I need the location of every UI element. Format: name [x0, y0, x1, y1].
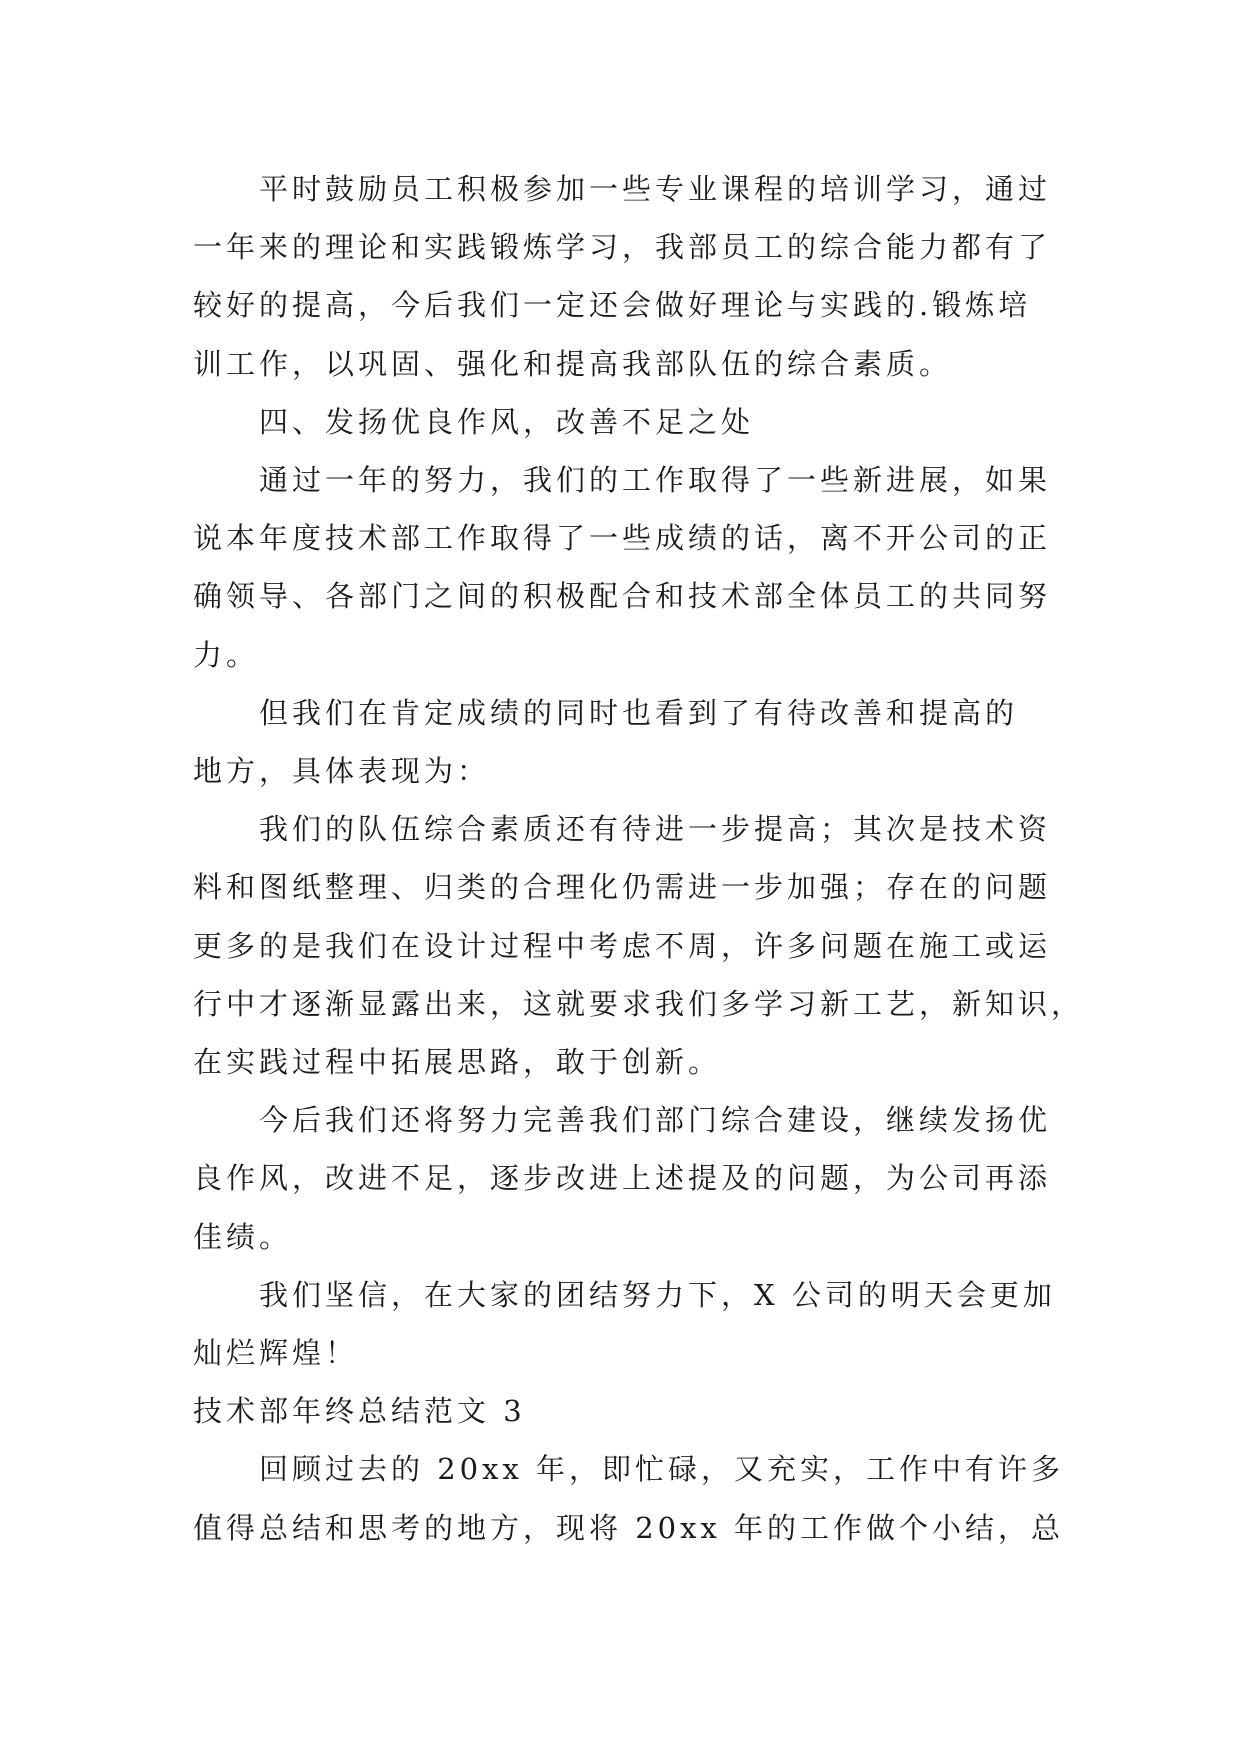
- text-line: 良作风，改进不足，逐步改进上述提及的问题，为公司再添: [193, 1161, 1052, 1196]
- text-line: 较好的提高，今后我们一定还会做好理论与实践的.锻炼培: [193, 288, 1032, 323]
- paragraph-shortcomings-intro: [193, 684, 1053, 800]
- text-line: 今后我们还将努力完善我们部门综合建设，继续发扬优: [259, 1103, 1052, 1138]
- text-line: 但我们在肯定成绩的同时也看到了有待改善和提高的: [259, 695, 1019, 730]
- text-line: 训工作，以巩固、强化和提高我部队伍的综合素质。: [193, 346, 953, 381]
- paragraph-review: [193, 1440, 1065, 1556]
- text-line: 地方，具体表现为：: [193, 754, 491, 789]
- text-line: 一年来的理论和实践锻炼学习，我部员工的综合能力都有了: [193, 230, 1052, 265]
- subheading-four: [193, 393, 1053, 451]
- document-body: [193, 160, 1085, 1557]
- text-line: 行中才逐渐显露出来，这就要求我们多学习新工艺，新知识，: [193, 986, 1085, 1021]
- text-line: 在实践过程中拓展思路，敢于创新。: [193, 1045, 722, 1080]
- paragraph-belief: [193, 1266, 1056, 1382]
- text-line: 确领导、各部门之间的积极配合和技术部全体员工的共同努: [193, 579, 1052, 614]
- text-line: 说本年度技术部工作取得了一些成绩的话，离不开公司的正: [193, 521, 1052, 556]
- text-line: 回顾过去的 20xx 年，即忙碌，又充实，工作中有许多: [259, 1452, 1065, 1487]
- text-line: 值得总结和思考的地方，现将 20xx 年的工作做个小结，总: [193, 1510, 1065, 1545]
- paragraph-future: [193, 1091, 1053, 1266]
- text-line: 灿烂辉煌！: [193, 1336, 359, 1371]
- text-line: 我们坚信，在大家的团结努力下，X 公司的明天会更加: [259, 1277, 1056, 1312]
- text-line: 四、发扬优良作风，改善不足之处: [259, 404, 755, 439]
- text-line: 更多的是我们在设计过程中考虑不周，许多问题在施工或运: [193, 928, 1052, 963]
- paragraph-training: [193, 160, 1053, 393]
- paragraph-progress: [193, 451, 1053, 684]
- text-line: 料和图纸整理、归类的合理化仍需进一步加强；存在的问题: [193, 870, 1052, 905]
- paragraph-shortcomings: [193, 800, 1085, 1091]
- section-title: [193, 1382, 1053, 1440]
- text-line: 力。: [193, 637, 260, 672]
- text-line: 我们的队伍综合素质还有待进一步提高；其次是技术资: [259, 812, 1052, 847]
- text-line: 平时鼓励员工积极参加一些专业课程的培训学习，通过: [259, 172, 1052, 206]
- text-line: 佳绩。: [193, 1219, 293, 1254]
- text-line: 通过一年的努力，我们的工作取得了一些新进展，如果: [259, 463, 1052, 498]
- section-title-text: 技术部年终总结范文 3: [193, 1394, 526, 1429]
